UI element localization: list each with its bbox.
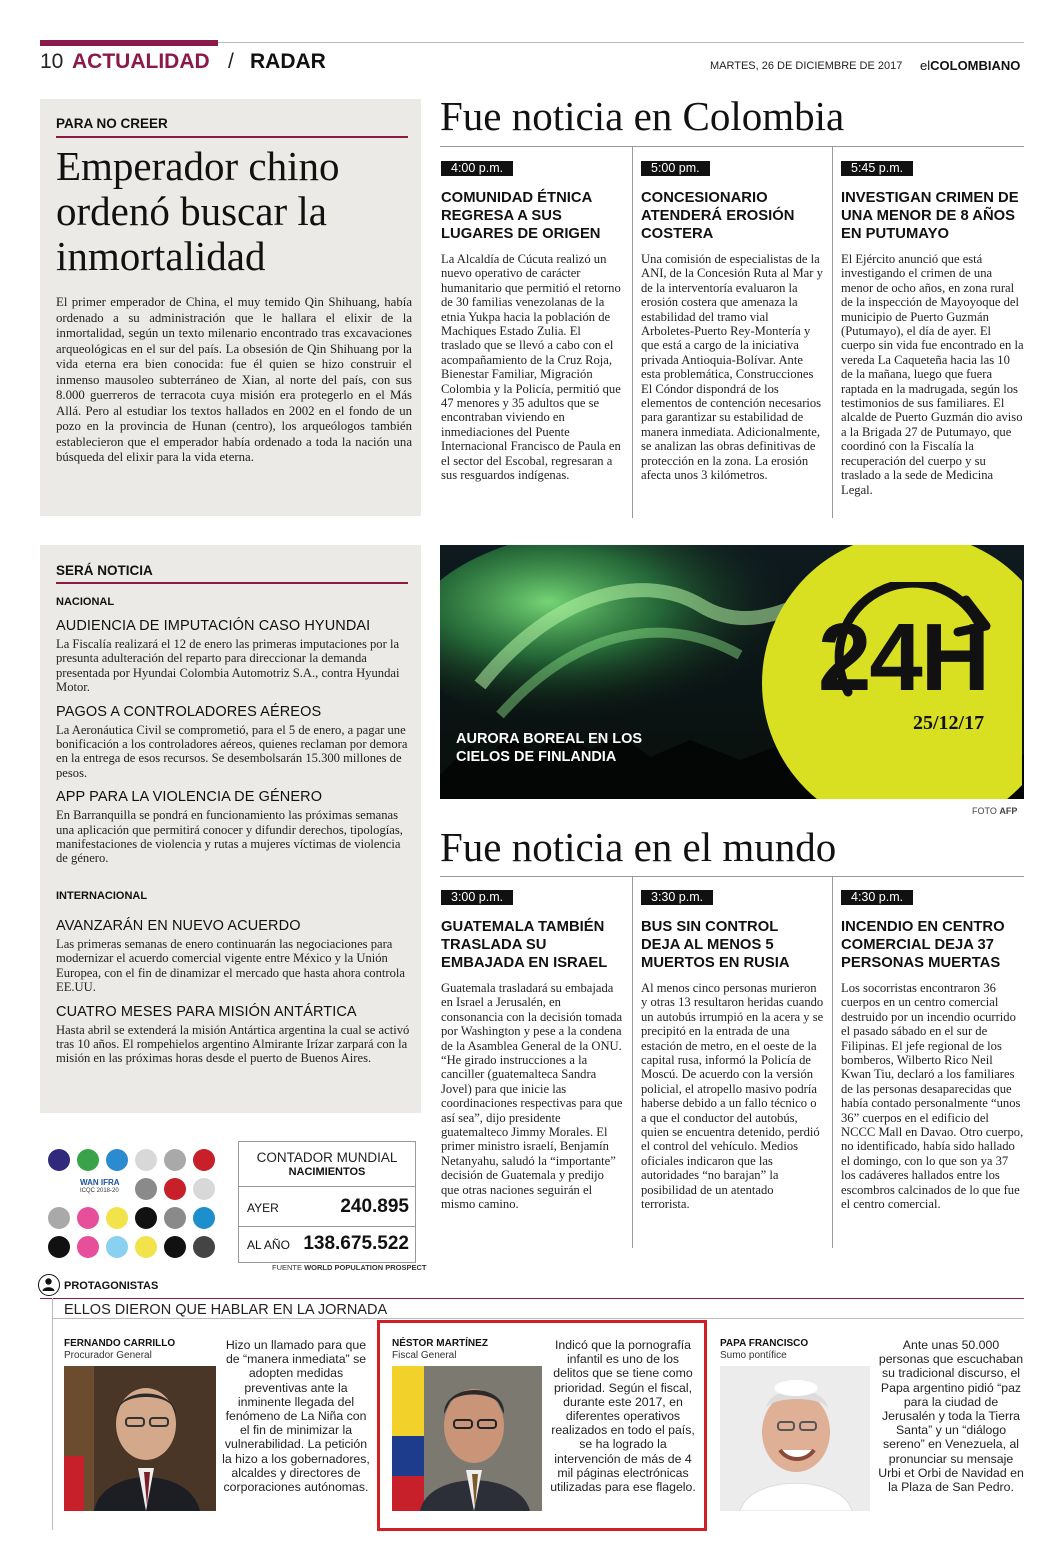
agenda-body: Las primeras semanas de enero continuarán las negociaciones para modernizar el acuerdo comercial vigente entre México y la Unión Europea, con el fin de dinamizar el mercado que hasta ahora controla EE.UU. <box>56 936 405 995</box>
time-tag: 4:00 p.m. <box>441 161 513 176</box>
story-body: La Alcaldía de Cúcuta realizó un nuevo operativo de carácter humanitario que permitió el retorno de 30 familias venezolanas de la etnia Yukpa hacia la población de Machiques Estado Zulia. El traslado que se llevó a cabo con el acompañamiento de la Cruz Roja, Bienestar Familiar, Migración Colombia y la Policía, permitió que 47 menores y 35 adultos que se encontraban viviendo en inmediaciones del Puente Internacional Francisco de Paula en el sector del Escobal, regresaran a sus resguardos indígenas. <box>441 252 621 483</box>
colombia-story-3 <box>841 159 1027 497</box>
brand-logo <box>920 58 1020 73</box>
colombia-story-1 <box>441 159 627 483</box>
protagonistas-vline <box>52 1298 53 1530</box>
story-body: Guatemala trasladará su embajada en Israel a Jerusalén, en consonancia con la decisión tomada por Washington y pese a la condena de la Asamblea General de la ONU. “He girado instrucciones a la canciller (guatemalteca Sandra Jovel) para que inicie las coordinaciones respectivas para que así sea”, dijo presidente guatemalteco Jimmy Morales. El primer ministro israelí, Benjamín Netanyahu, saludó la “importante” decisión de Guatemala y predijo que otras naciones seguirán el mismo camino. <box>441 981 623 1212</box>
color-swatch <box>164 1178 186 1200</box>
para-no-creer-body: El primer emperador de China, el muy temido Qin Shihuang, había ordenado a su administración que le hallara el elixir de la inmortalidad, según un texto milenario encontrado tras excavaciones arqueológicas en el sur del país. La obsesión de Qin Shihuang por la vida eterna era bien conocida: fue él quien se hizo construir el inmenso mausoleo subterráneo de Xian, al norte del país, con sus 8.000 guerreros de terracota cuya misión era protegerlo en el Más Allá. Pero al estudiar los textos hallados en 2002 en el fondo de un pozo en la provincia de Hunan (centro), los arqueólogos también establecieron que el emperador había ordenado a toda la nación una búsqueda del elixir para la vida eterna. <box>56 295 412 464</box>
story-headline: GUATEMALA TAMBIÉN TRASLADA SU EMBAJADA EN ISRAEL <box>441 919 608 971</box>
color-swatch <box>164 1236 186 1258</box>
person-name: FERNANDO CARRILLO <box>64 1338 176 1349</box>
section-separator: / <box>228 50 234 73</box>
agenda-headline: AVANZARÁN EN NUEVO ACUERDO <box>56 917 301 934</box>
credit-label: FOTO <box>972 806 997 816</box>
kicker-rule <box>56 582 408 584</box>
header-rule <box>218 42 1024 43</box>
badge-date: 25/12/17 <box>913 712 985 734</box>
color-swatch <box>106 1236 128 1258</box>
para-no-creer-title: Emperador chino ordenó buscar la inmortalidad <box>56 143 340 279</box>
header-accent-bar <box>40 40 218 46</box>
time-tag: 3:00 p.m. <box>441 890 513 905</box>
time-tag: 3:30 p.m. <box>641 890 713 905</box>
color-swatch <box>164 1207 186 1229</box>
mundo-story-3 <box>841 888 1027 1212</box>
story-headline: CONCESIONARIO ATENDERÁ EROSIÓN COSTERA <box>641 190 795 242</box>
para-no-creer-kicker: PARA NO CREER <box>56 116 168 131</box>
time-tag: 5:00 pm. <box>641 161 710 176</box>
story-headline: INVESTIGAN CRIMEN DE UNA MENOR DE 8 AÑOS EN PUTUMAYO <box>841 190 1019 242</box>
column-divider <box>632 146 633 518</box>
counter-subtitle: NACIMIENTOS <box>288 1166 366 1178</box>
person-glyph-icon <box>39 1275 58 1294</box>
color-control-bar <box>44 1145 224 1263</box>
person-icon <box>38 1274 60 1296</box>
color-swatch <box>77 1236 99 1258</box>
credit-source: AFP <box>999 806 1018 816</box>
story-headline: BUS SIN CONTROL DEJA AL MENOS 5 MUERTOS EN RUSIA <box>641 919 790 971</box>
color-swatch <box>106 1149 128 1171</box>
color-swatch <box>135 1236 157 1258</box>
portrait-image <box>392 1366 542 1511</box>
agenda-body: La Fiscalía realizará el 12 de enero las primeras imputaciones por la presunta adulteración del reparto para direccionar la demanda presentada por Hyundai Colombia Automotriz S.A., contra Hyundai Motor. <box>56 637 400 695</box>
section-rule <box>440 146 1024 147</box>
counter-rule <box>239 1226 415 1227</box>
person-role: Procurador General <box>64 1350 152 1361</box>
time-tag: 4:30 p.m. <box>841 890 913 905</box>
photo-credit <box>972 806 1017 816</box>
color-swatch <box>193 1149 215 1171</box>
color-swatch <box>48 1207 70 1229</box>
source-name: WORLD POPULATION PROSPECT <box>304 1263 427 1272</box>
person-role: Fiscal General <box>392 1350 457 1361</box>
person-photo <box>392 1366 542 1511</box>
agenda-headline: CUATRO MESES PARA MISIÓN ANTÁRTICA <box>56 1003 357 1020</box>
counter-title: CONTADOR MUNDIAL <box>256 1150 398 1165</box>
color-swatch <box>77 1207 99 1229</box>
issue-date: MARTES, 26 DE DICIEMBRE DE 2017 <box>710 60 903 72</box>
column-divider <box>832 146 833 518</box>
story-body: Una comisión de especialistas de la ANI, de la Concesión Ruta al Mar y de la interventoría evaluaron la erosión costera que amenaza la estabilidad del tramo vial Arboletes-Puerto Rey-Montería y que está a cargo de la iniciativa privada Antioquia-Bolívar. Ante esta problemática, Construcciones El Cóndor dispondrá de los elementos de contención necesarios para garantizar su estabilidad de manera inmediata. Adicionalmente, se analizan las obras definitivas de protección en la zona. La erosión afecta unos 3 kilómetros. <box>641 252 823 483</box>
person-name: NÉSTOR MARTÍNEZ <box>392 1338 488 1349</box>
portrait-image <box>720 1366 870 1511</box>
story-headline: INCENDIO EN CENTRO COMERCIAL DEJA 37 PERSONAS MUERTAS <box>841 919 1005 971</box>
agenda-body: En Barranquilla se pondrá en funcionamiento las próximas semanas una aplicación que permitirá conocer y difundir derechos, tipologías, manifestaciones de violencia y rutas a mujeres víctimas de violencia de género. <box>56 808 403 866</box>
person-name: PAPA FRANCISCO <box>720 1338 809 1349</box>
section-rule <box>440 876 1024 877</box>
person-photo <box>720 1366 870 1511</box>
person-photo <box>64 1366 216 1511</box>
protagonistas-rule <box>40 1298 1024 1299</box>
agenda-headline: AUDIENCIA DE IMPUTACIÓN CASO HYUNDAI <box>56 618 371 634</box>
time-tag: 5:45 p.m. <box>841 161 913 176</box>
brand-name: COLOMBIANO <box>930 58 1021 73</box>
agenda-body: Hasta abril se extenderá la misión Antártica argentina la cual se activó tras 10 años. El rompehielos argentino Almirante Irízar zarpará con la misión en las próximas horas desde el puerto de Buenos Aires. <box>56 1022 410 1066</box>
internacional-label: INTERNACIONAL <box>56 889 148 902</box>
agenda-headline: APP PARA LA VIOLENCIA DE GÉNERO <box>56 789 323 806</box>
column-divider <box>832 876 833 1248</box>
protagonistas-subtitle: ELLOS DIERON QUE HABLAR EN LA JORNADA <box>64 1302 388 1318</box>
counter-row-value: 138.675.522 <box>303 1233 409 1254</box>
color-swatch <box>193 1178 215 1200</box>
brand-prefix: el <box>920 58 931 73</box>
birth-counter <box>238 1141 416 1263</box>
story-body: El Ejército anunció que está investigando el crimen de una menor de ocho años, en zona rural de la inspección de Mayoyoque del municipio de Puerto Guzmán (Putumayo), el día de ayer. El cuerpo sin vida fue encontrado en la vereda La Caqueteña hacia las 10 de la mañana, luego que fuera raptada en la madrugada, según los testimonios de sus familiares. El alcalde de Puerto Guzmán dio aviso a la Brigada 27 de Putumayo, que coordinó con la Fiscalía la recuperación del cuerpo y su traslado a la sede de Medicina Legal. <box>841 252 1024 497</box>
color-swatch <box>164 1149 186 1171</box>
photo-caption: AURORA BOREAL EN LOS CIELOS DE FINLANDIA <box>456 731 643 765</box>
person-quote: Hizo un llamado para que de “manera inmediata” se adopten medidas preventivas ante la inminente llegada del fenómeno de La Niña con el fin de minimizar la vulnerabilidad. La petición la hizo a los gobernadores, alcaldes y directores de corporaciones autónomas. <box>222 1338 370 1495</box>
counter-row-value: 240.895 <box>340 1196 409 1217</box>
column-divider <box>632 876 633 1248</box>
agenda-headline: PAGOS A CONTROLADORES AÉREOS <box>56 703 322 720</box>
mundo-section-title: Fue noticia en el mundo <box>440 824 837 870</box>
counter-row-label: AYER <box>247 1201 279 1215</box>
color-swatch <box>135 1178 157 1200</box>
story-body: Al menos cinco personas murieron y otras 13 resultaron heridas cuando un autobús irrumpió en la acera y se precipitó en la entrada de una estación de metro, en el oeste de la capital rusa, informó la Policía de Moscú. De acuerdo con la versión policial, el atropello masivo podría haberse debido a un fallo técnico o a que el conductor del autobús, quien se encuentra detenido, perdió el control del vehículo. Medios oficiales indicaron que las autoridades “no barajan” la posibilidad de un atentado terrorista. <box>641 981 824 1212</box>
person-quote: Indicó que la pornografía infantil es uno de los delitos que se tiene como prioridad. Según el fiscal, durante este 2017, en diferentes operativos realizados en todo el país, se ha logrado la intervención de más de 4 mil páginas electrónicas utilizadas para ese flagelo. <box>550 1338 696 1495</box>
story-body: Los socorristas encontraron 36 cuerpos en un centro comercial destruido por un incendio ocurrido el pasado sábado en el sur de Filipinas. El jefe regional de los bomberos, Wilberto Rico Neil Kwan Tiu, declaró a los familiares de las personas desaparecidas que había contado personalmente “unos 36” cuerpos en el edificio del NCCC Mall en Davao. Otro cuerpo, no identificado, había sido hallado el domingo, con lo que son ya 37 los cadáveres hallados entre los escombros calcinados de lo que fue el centro comercial. <box>841 981 1024 1212</box>
person-role: Sumo pontífice <box>720 1350 787 1361</box>
agenda-body: La Aeronáutica Civil se comprometió, para el 5 de enero, a pagar une bonificación a los controladores aéreos, quienes reclaman por demora en la entrega de esos recursos. Se desembolsarán 15.300 millones de pesos. <box>56 722 408 780</box>
color-swatch <box>106 1207 128 1229</box>
nacional-label: NACIONAL <box>56 596 115 608</box>
source-label: FUENTE <box>272 1263 302 1272</box>
story-headline: COMUNIDAD ÉTNICA REGRESA A SUS LUGARES DE ORIGEN <box>441 190 601 242</box>
wan-ifra-sub: ICQC 2018-20 <box>80 1188 119 1194</box>
color-swatch <box>193 1207 215 1229</box>
counter-source <box>272 1263 426 1272</box>
colombia-story-2 <box>641 159 827 483</box>
counter-row-label: AL AÑO <box>247 1238 290 1252</box>
wan-ifra-logo: WAN IFRA <box>80 1178 120 1187</box>
sera-noticia-content <box>56 590 412 1066</box>
color-swatch <box>193 1236 215 1258</box>
subsection-name: RADAR <box>250 50 326 73</box>
color-swatch <box>48 1149 70 1171</box>
mundo-story-1 <box>441 888 627 1212</box>
section-name: ACTUALIDAD <box>72 50 210 73</box>
badge-24h-label: 24H <box>818 604 989 711</box>
color-swatch <box>48 1236 70 1258</box>
kicker-rule <box>56 136 408 138</box>
color-swatch <box>135 1207 157 1229</box>
sera-noticia-kicker: SERÁ NOTICIA <box>56 563 153 578</box>
color-swatch <box>77 1149 99 1171</box>
page-number: 10 <box>40 50 64 73</box>
color-swatch <box>135 1149 157 1171</box>
counter-rule <box>239 1186 415 1187</box>
portrait-image <box>64 1366 216 1511</box>
colombia-section-title: Fue noticia en Colombia <box>440 93 845 139</box>
protagonistas-subrule <box>52 1318 1024 1319</box>
person-quote: Ante unas 50.000 personas que escuchaban su tradicional discurso, el Papa argentino pidió “paz para la ciudad de Jerusalén y toda la Tierra Santa” y un “diálogo sereno” en Venezuela, al pronunciar su mensaje Urbi et Orbi de Navidad en la Plaza de San Pedro. <box>878 1338 1024 1495</box>
protagonistas-kicker: PROTAGONISTAS <box>64 1280 159 1292</box>
mundo-story-2 <box>641 888 827 1212</box>
